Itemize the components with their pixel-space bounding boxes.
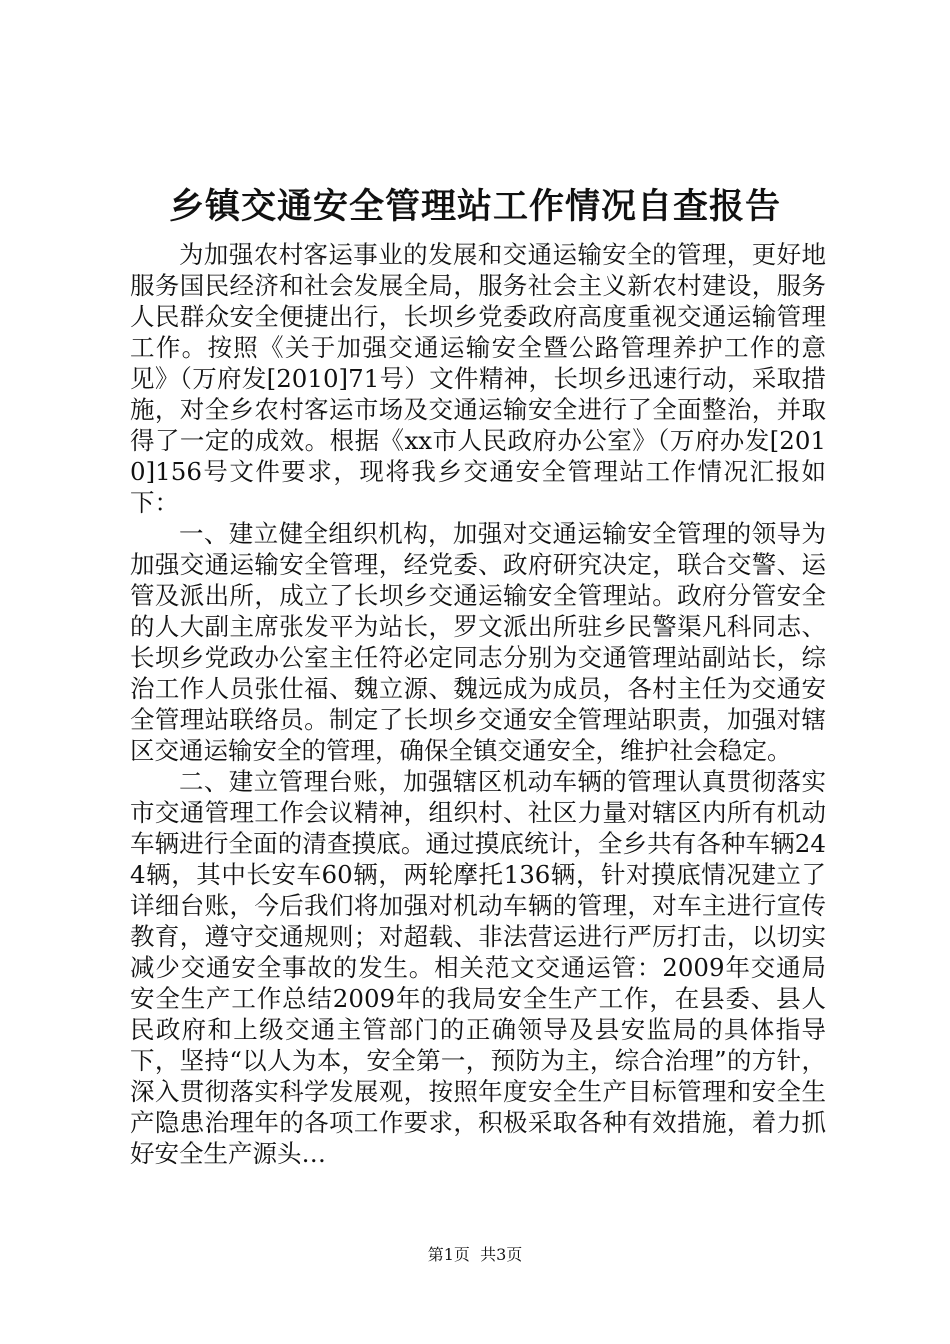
document-body	[130, 239, 826, 1169]
intro-paragraph: 为加强农村客运事业的发展和交通运输安全的管理，更好地服务国民经济和社会发展全局，服务社会主义新农村建设，服务人民群众安全便捷出行，长坝乡党委政府高度重视交通运输管理工作。按照《关于加强交通运输安全暨公路管理养护工作的意见》（万府发[2010]71号）文件精神，长坝乡迅速行动，采取措施，对全乡农村客运市场及交通运输安全进行了全面整治，并取得了一定的成效。根据《xx市人民政府办公室》（万府办发[2010]156号文件要求，现将我乡交通安全管理站工作情况汇报如下：	[130, 240, 826, 517]
page-number-footer: 第1页 共3页	[427, 1245, 523, 1264]
section-two-paragraph: 二、建立管理台账，加强辖区机动车辆的管理认真贯彻落实市交通管理工作会议精神，组织村、社区力量对辖区内所有机动车辆进行全面的清查摸底。通过摸底统计，全乡共有各种车辆244辆，其中长安车60辆，两轮摩托136辆，针对摸底情况建立了详细台账，今后我们将加强对机动车辆的管理，对车主进行宣传教育，遵守交通规则；对超载、非法营运进行严厉打击，以切实减少交通安全事故的发生。相关范文交通运管：2009年交通局安全生产工作总结2009年的我局安全生产工作，在县委、县人民政府和上级交通主管部门的正确领导及县安监局的具体指导下，坚持“以人为本，安全第一，预防为主，综合治理”的方针，深入贯彻落实科学发展观，按照年度安全生产目标管理和安全生产隐患治理年的各项工作要求，积极采取各种有效措施，着力抓好安全生产源头…	[130, 767, 826, 1168]
document-title: 乡镇交通安全管理站工作情况自查报告	[168, 186, 781, 227]
section-one-paragraph: 一、建立健全组织机构，加强对交通运输安全管理的领导为加强交通运输安全管理，经党委、政府研究决定，联合交警、运管及派出所，成立了长坝乡交通运输安全管理站。政府分管安全的人大副主席张发平为站长，罗文派出所驻乡民警渠凡科同志、长坝乡党政办公室主任符必定同志分别为交通管理站副站长，综治工作人员张仕福、魏立源、魏远成为成员，各村主任为交通安全管理站联络员。制定了长坝乡交通安全管理站职责，加强对辖区交通运输安全的管理，确保全镇交通安全，维护社会稳定。	[130, 519, 826, 765]
